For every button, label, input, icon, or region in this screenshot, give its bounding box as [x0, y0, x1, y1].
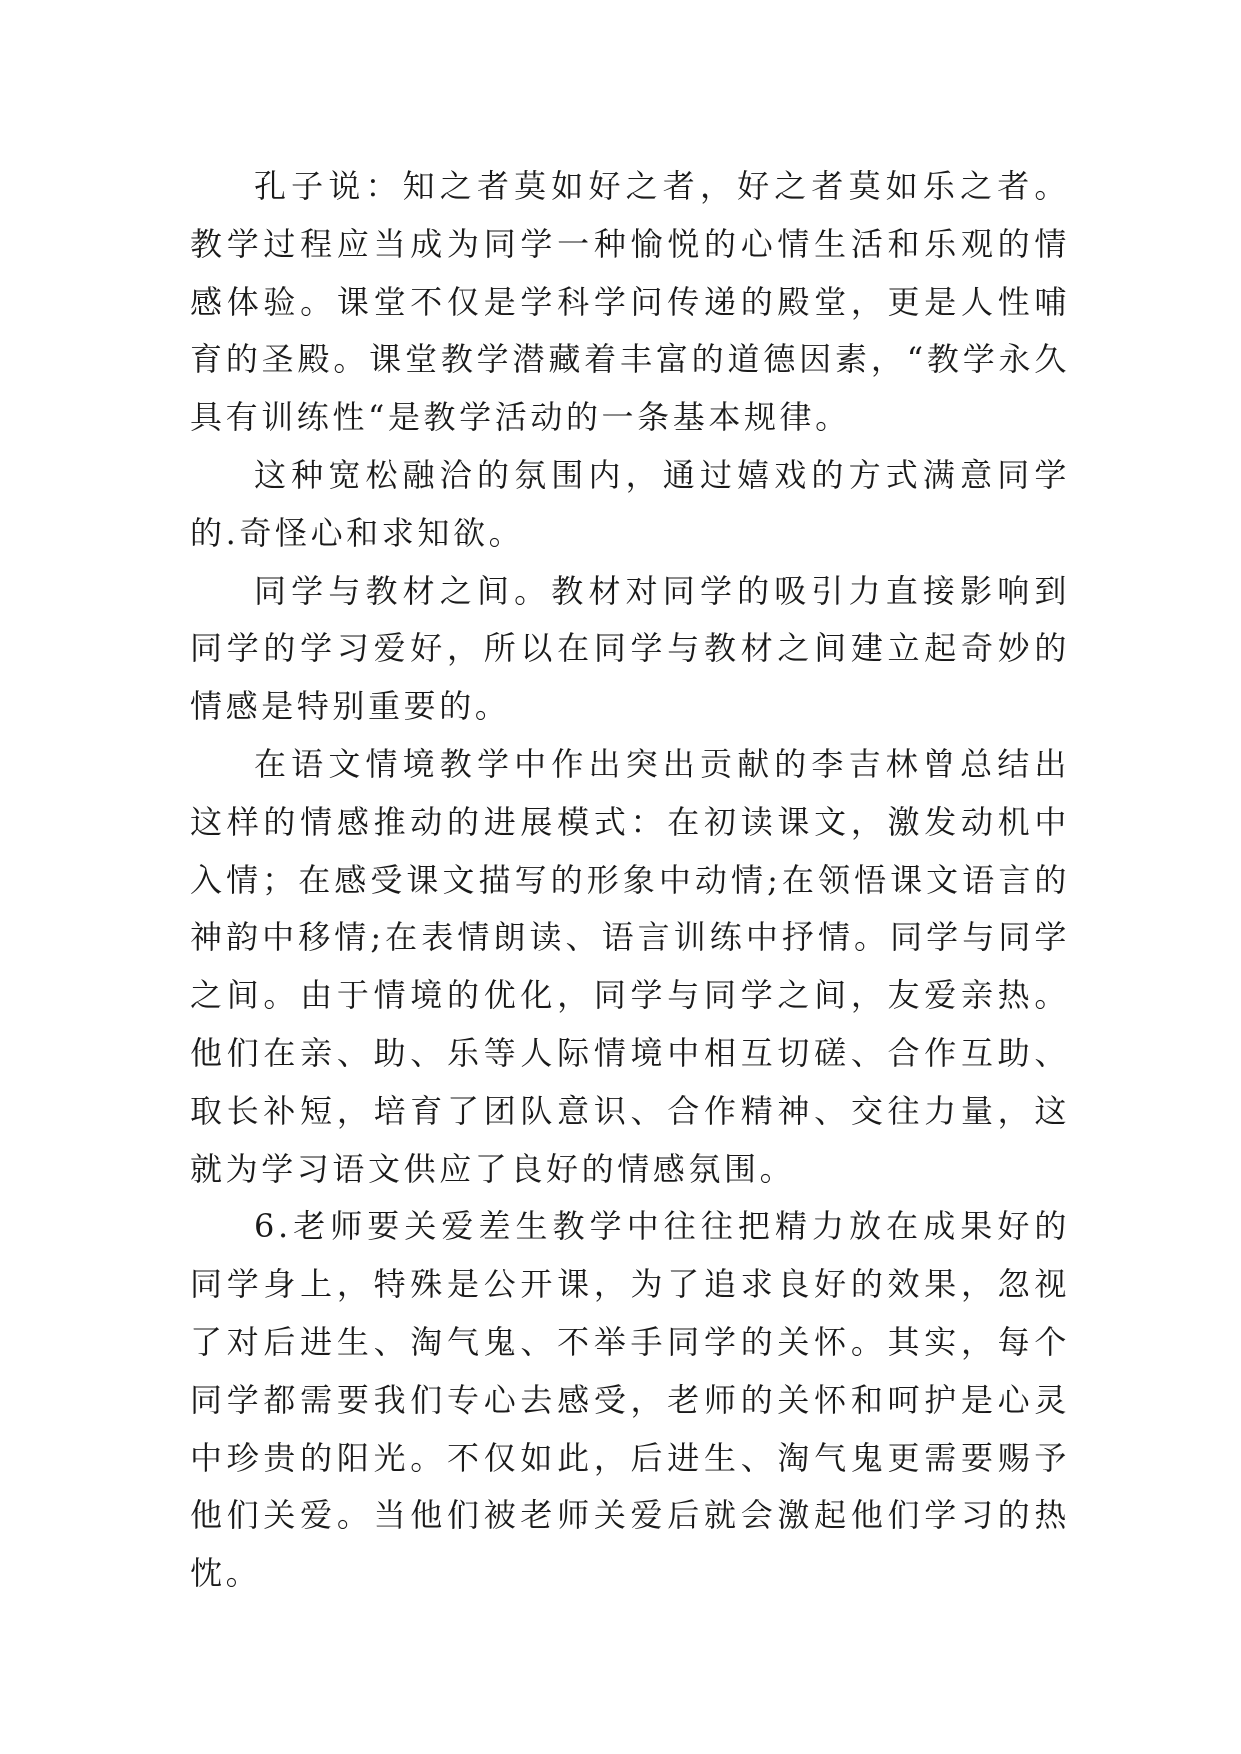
paragraph-confucius: 孔子说：知之者莫如好之者，好之者莫如乐之者。教学过程应当成为同学一种愉悦的心情生活和乐观的情感体验。课堂不仅是学科学问传递的殿堂，更是人性哺育的圣殿。课堂教学潜藏着丰富的道德因素，“教学永久具有训练性“是教学活动的一条基本规律。 [190, 167, 1070, 437]
paragraph-atmosphere: 这种宽松融洽的氛围内，通过嬉戏的方式满意同学的.奇怪心和求知欲。 [190, 455, 1070, 552]
document-body [190, 158, 1070, 1603]
paragraph-students-and-textbook: 同学与教材之间。教材对同学的吸引力直接影响到同学的学习爱好，所以在同学与教材之间建立起奇妙的情感是特别重要的。 [190, 571, 1070, 726]
paragraph-li-jilin-model: 在语文情境教学中作出突出贡献的李吉林曾总结出这样的情感推动的进展模式：在初读课文，激发动机中入情；在感受课文描写的形象中动情;在领悟课文语言的神韵中移情;在表情朗读、语言训练中抒情。同学与同学之间。由于情境的优化，同学与同学之间，友爱亲热。他们在亲、助、乐等人际情境中相互切磋、合作互助、取长补短，培育了团队意识、合作精神、交往力量，这就为学习语文供应了良好的情感氛围。 [190, 744, 1070, 1188]
paragraph-care-for-struggling-students: 6.老师要关爱差生教学中往往把精力放在成果好的同学身上，特殊是公开课，为了追求良好的效果，忽视了对后进生、淘气鬼、不举手同学的关怀。其实，每个同学都需要我们专心去感受，老师的关怀和呵护是心灵中珍贵的阳光。不仅如此，后进生、淘气鬼更需要赐予他们关爱。当他们被老师关爱后就会激起他们学习的热忱。 [190, 1207, 1070, 1593]
